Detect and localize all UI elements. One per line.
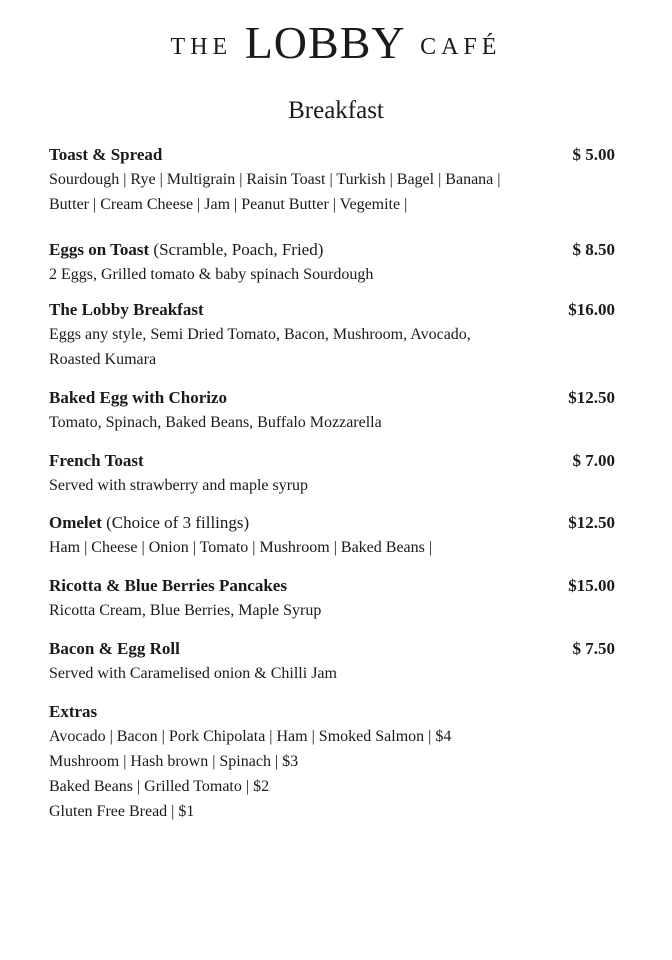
menu-item-lobby-breakfast <box>49 298 619 372</box>
menu-item-header <box>49 449 619 473</box>
item-name: Toast & Spread <box>49 145 163 164</box>
item-name: The Lobby Breakfast <box>49 300 204 319</box>
item-description-line: 2 Eggs, Grilled tomato & baby spinach Sourdough <box>49 266 374 283</box>
item-price: $ 7.00 <box>572 451 615 470</box>
menu-item-eggs-on-toast <box>49 238 619 287</box>
item-name: French Toast <box>49 451 144 470</box>
logo-name: LOBBY <box>244 17 406 68</box>
item-price: $ 5.00 <box>572 145 615 164</box>
item-description-line: Eggs any style, Semi Dried Tomato, Bacon, Mushroom, Avocado, <box>49 326 471 343</box>
menu-item-header <box>49 386 619 410</box>
menu-item-french-toast <box>49 449 619 498</box>
menu-item-ricotta-pancakes <box>49 574 619 623</box>
menu-item-toast-spread <box>49 143 619 217</box>
item-description-line: Served with Caramelised onion & Chilli Jam <box>49 665 337 682</box>
item-description-line: Mushroom | Hash brown | Spinach | $3 <box>49 753 299 770</box>
item-description-line: Sourdough | Rye | Multigrain | Raisin Toast | Turkish | Bagel | Banana | <box>49 171 501 188</box>
item-description-line: Ham | Cheese | Onion | Tomato | Mushroom | Baked Beans | <box>49 539 433 556</box>
item-description-line: Ricotta Cream, Blue Berries, Maple Syrup <box>49 602 322 619</box>
menu-item-header <box>49 574 619 598</box>
item-description-line: Gluten Free Bread | $1 <box>49 803 195 820</box>
item-note: (Scramble, Poach, Fried) <box>149 240 324 259</box>
menu-item-baked-egg-chorizo <box>49 386 619 435</box>
item-name: Extras <box>49 702 98 721</box>
item-description-line: Tomato, Spinach, Baked Beans, Buffalo Mozzarella <box>49 414 382 431</box>
item-price: $16.00 <box>568 300 615 319</box>
menu-item-extras <box>49 700 619 824</box>
menu-item-bacon-egg-roll <box>49 637 619 686</box>
menu-item-omelet <box>49 511 619 560</box>
item-description-line: Butter | Cream Cheese | Jam | Peanut Butter | Vegemite | <box>49 196 408 213</box>
item-note: (Choice of 3 fillings) <box>101 513 250 532</box>
item-price: $ 8.50 <box>572 240 615 259</box>
section-title: Breakfast <box>288 97 384 124</box>
menu-item-header <box>49 511 619 535</box>
menu-item-header <box>49 298 619 322</box>
item-name: Ricotta & Blue Berries Pancakes <box>49 576 287 595</box>
item-price: $15.00 <box>568 576 615 595</box>
item-name: Bacon & Egg Roll <box>49 639 180 658</box>
item-description-line: Roasted Kumara <box>49 351 157 368</box>
logo-prefix: THE <box>170 34 233 60</box>
menu-item-header <box>49 700 619 724</box>
item-description-line: Avocado | Bacon | Pork Chipolata | Ham | Smoked Salmon | $4 <box>49 728 452 745</box>
menu-item-header <box>49 143 619 167</box>
item-price: $ 7.50 <box>572 639 615 658</box>
item-price: $12.50 <box>568 388 615 407</box>
item-name: Eggs on Toast <box>49 240 150 259</box>
item-name: Omelet <box>49 513 102 532</box>
item-description-line: Baked Beans | Grilled Tomato | $2 <box>49 778 270 795</box>
cafe-logo <box>0 16 672 69</box>
menu-item-header <box>49 637 619 661</box>
item-name: Baked Egg with Chorizo <box>49 388 228 407</box>
logo-suffix: CAFÉ <box>420 34 502 60</box>
item-price: $12.50 <box>568 513 615 532</box>
menu-item-header <box>49 238 619 262</box>
item-description-line: Served with strawberry and maple syrup <box>49 477 309 494</box>
